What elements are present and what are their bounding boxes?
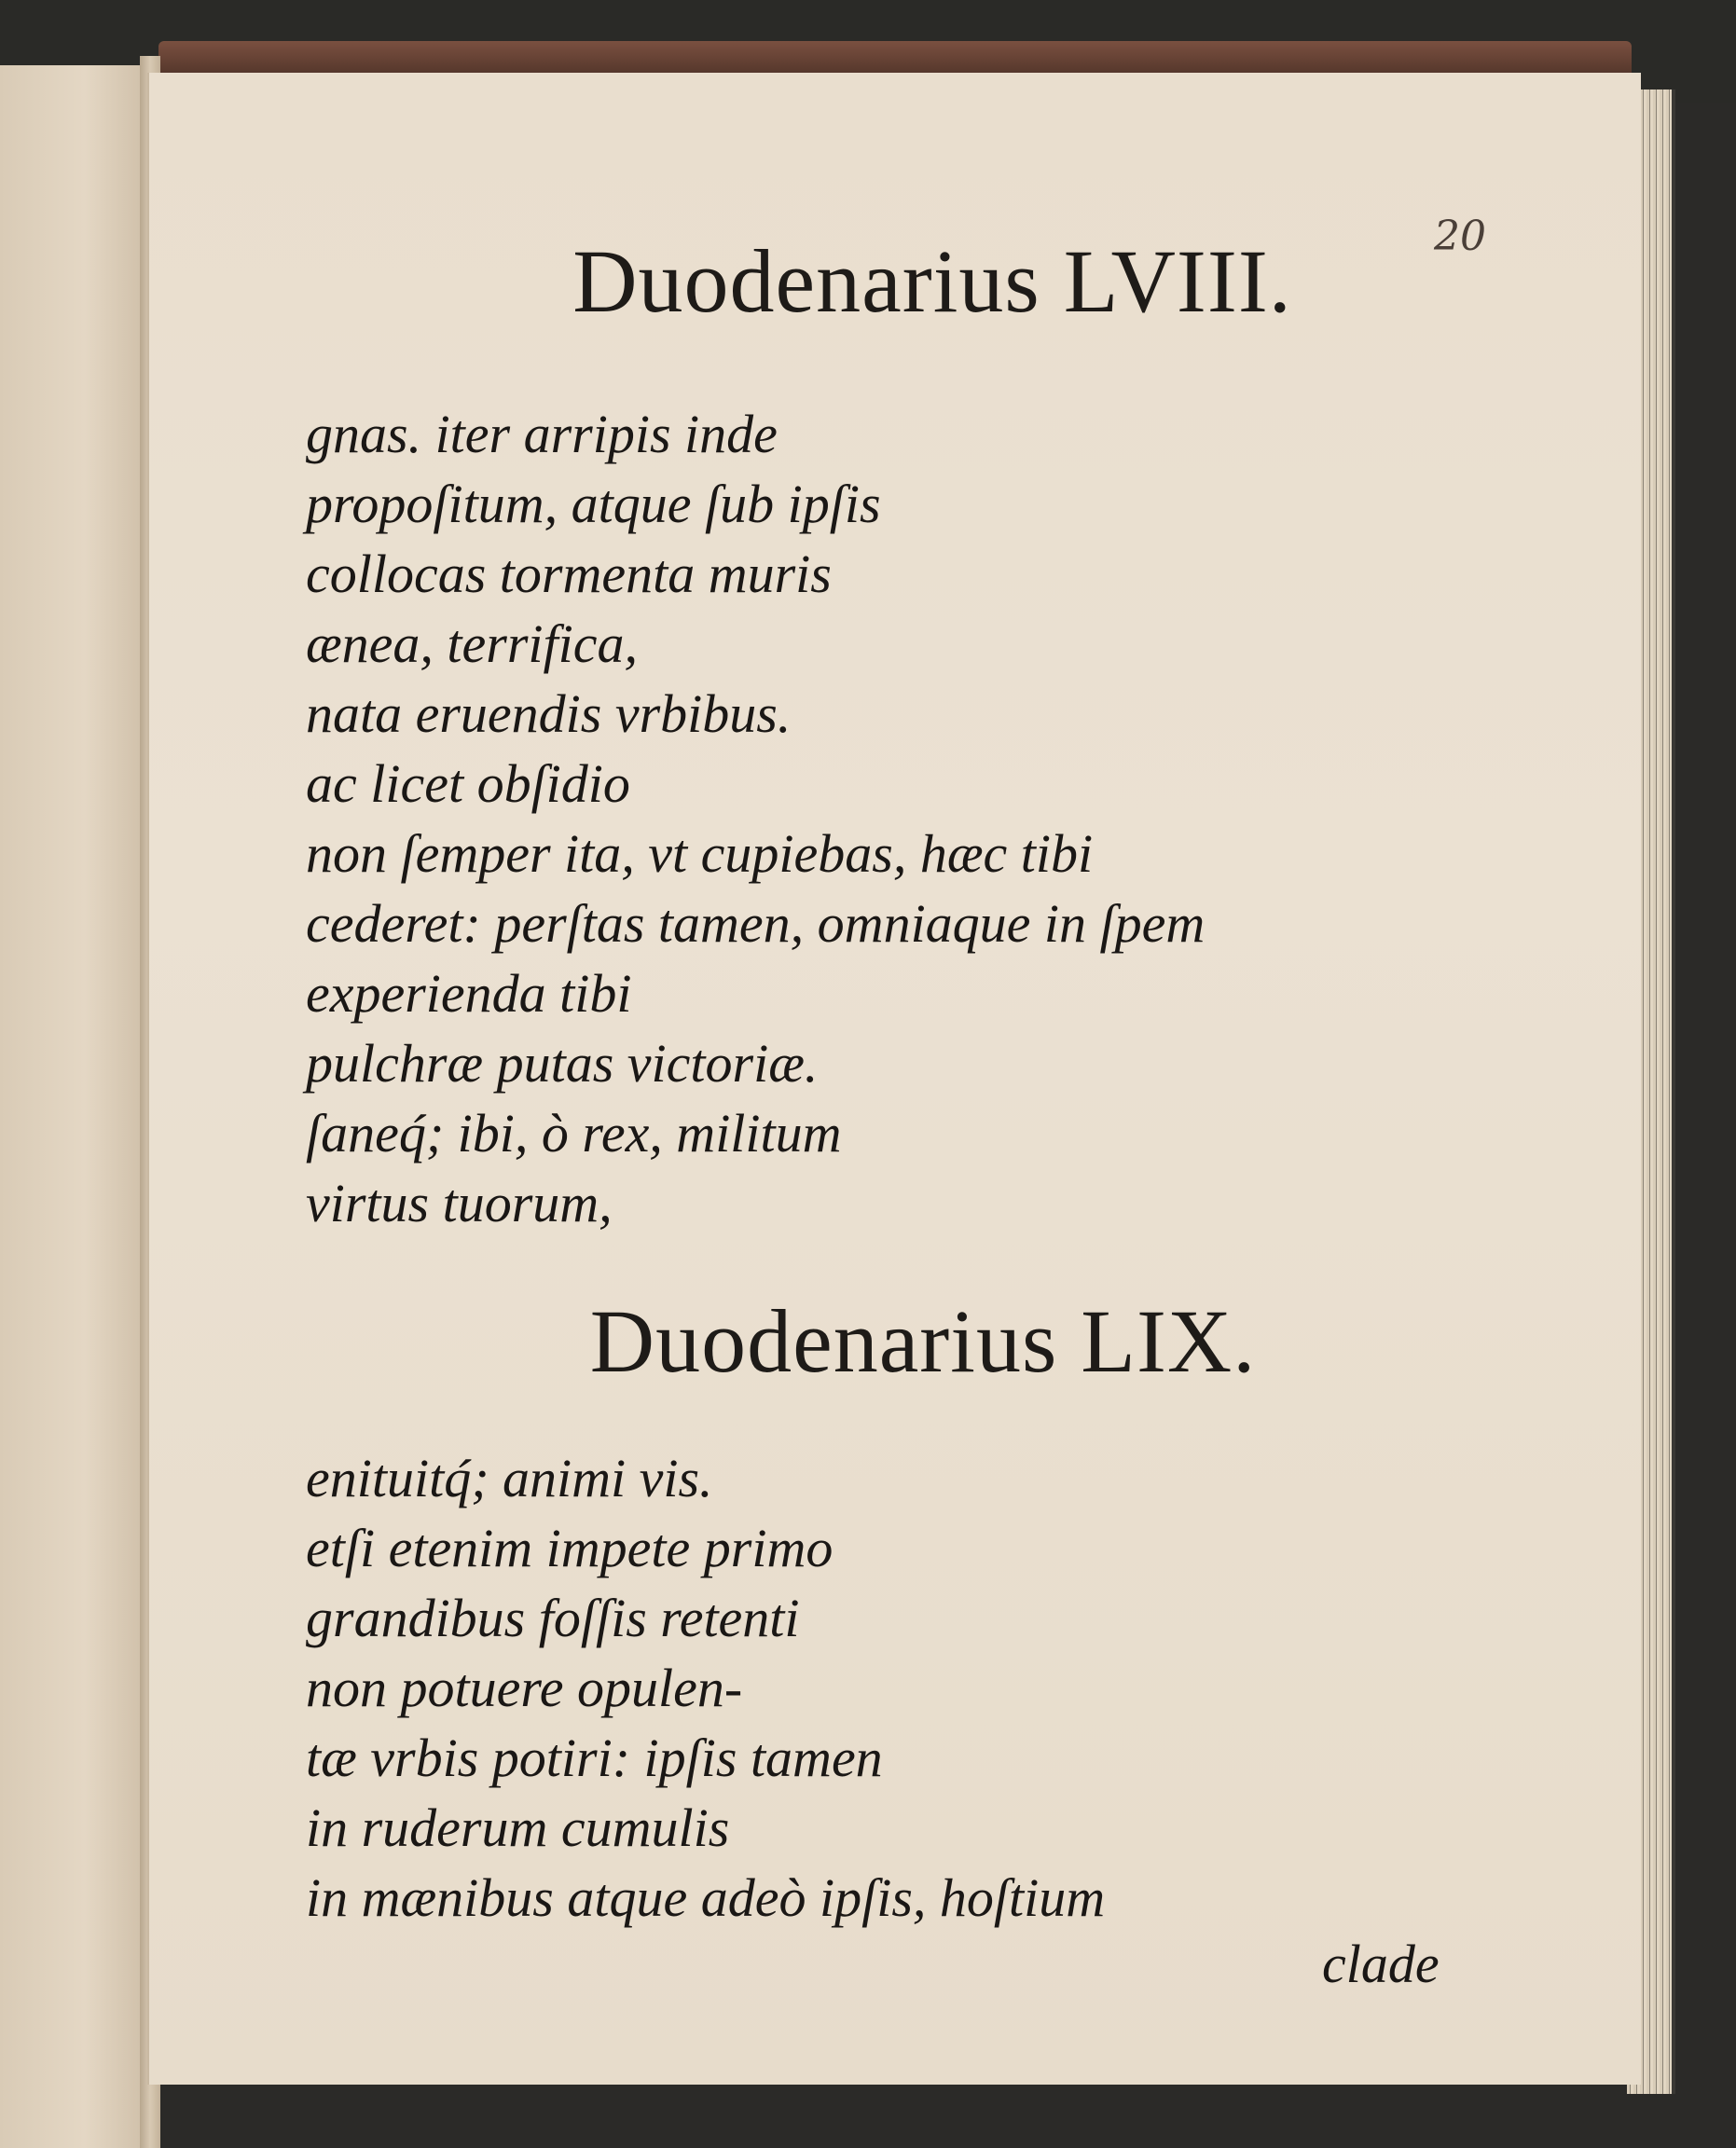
verse-line: in mænibus atque adeò ipſis, hoſtium xyxy=(306,1867,1106,1928)
verse-line: experienda tibi xyxy=(306,963,632,1024)
verse-line: enituitq́; animi vis. xyxy=(306,1448,713,1508)
verse-line: propoſitum, atque ſub ipſis xyxy=(306,474,881,534)
verse-line: grandibus foſſis retenti xyxy=(306,1588,800,1648)
section-heading: Duodenarius LIX. xyxy=(589,1291,1257,1391)
verse-line: ænea, terrifica, xyxy=(306,613,639,674)
verse-line: non ſemper ita, vt cupiebas, hæc tibi xyxy=(306,823,1094,884)
verse-line: virtus tuorum, xyxy=(306,1173,613,1233)
verse-line: ac licet obſidio xyxy=(306,753,630,814)
verse-line: ſaneq́; ibi, ò rex, militum xyxy=(306,1103,842,1164)
folio-number: 20 xyxy=(1434,213,1486,260)
running-head: Duodenarius LVIII. xyxy=(572,231,1292,331)
verse-line: cederet: perſtas tamen, omniaque in ſpem xyxy=(306,893,1206,954)
verse-block-lviii xyxy=(306,399,1205,1238)
verse-line: non potuere opulen- xyxy=(306,1658,743,1718)
verse-line: gnas. iter arripis inde xyxy=(306,404,778,464)
verse-block-lix xyxy=(306,1443,1105,1933)
verse-line: collocas tormenta muris xyxy=(306,544,832,604)
verse-line: in ruderum cumulis xyxy=(306,1797,730,1858)
verse-line: tæ vrbis potiri: ipſis tamen xyxy=(306,1728,883,1788)
verse-line: pulchræ putas victoriæ. xyxy=(306,1033,819,1094)
verse-line: nata eruendis vrbibus. xyxy=(306,683,792,744)
verse-line: etſi etenim impete primo xyxy=(306,1518,834,1578)
catchword: clade xyxy=(1322,1934,1440,1994)
facing-page-edge xyxy=(0,65,154,2148)
book-page xyxy=(147,73,1641,2085)
